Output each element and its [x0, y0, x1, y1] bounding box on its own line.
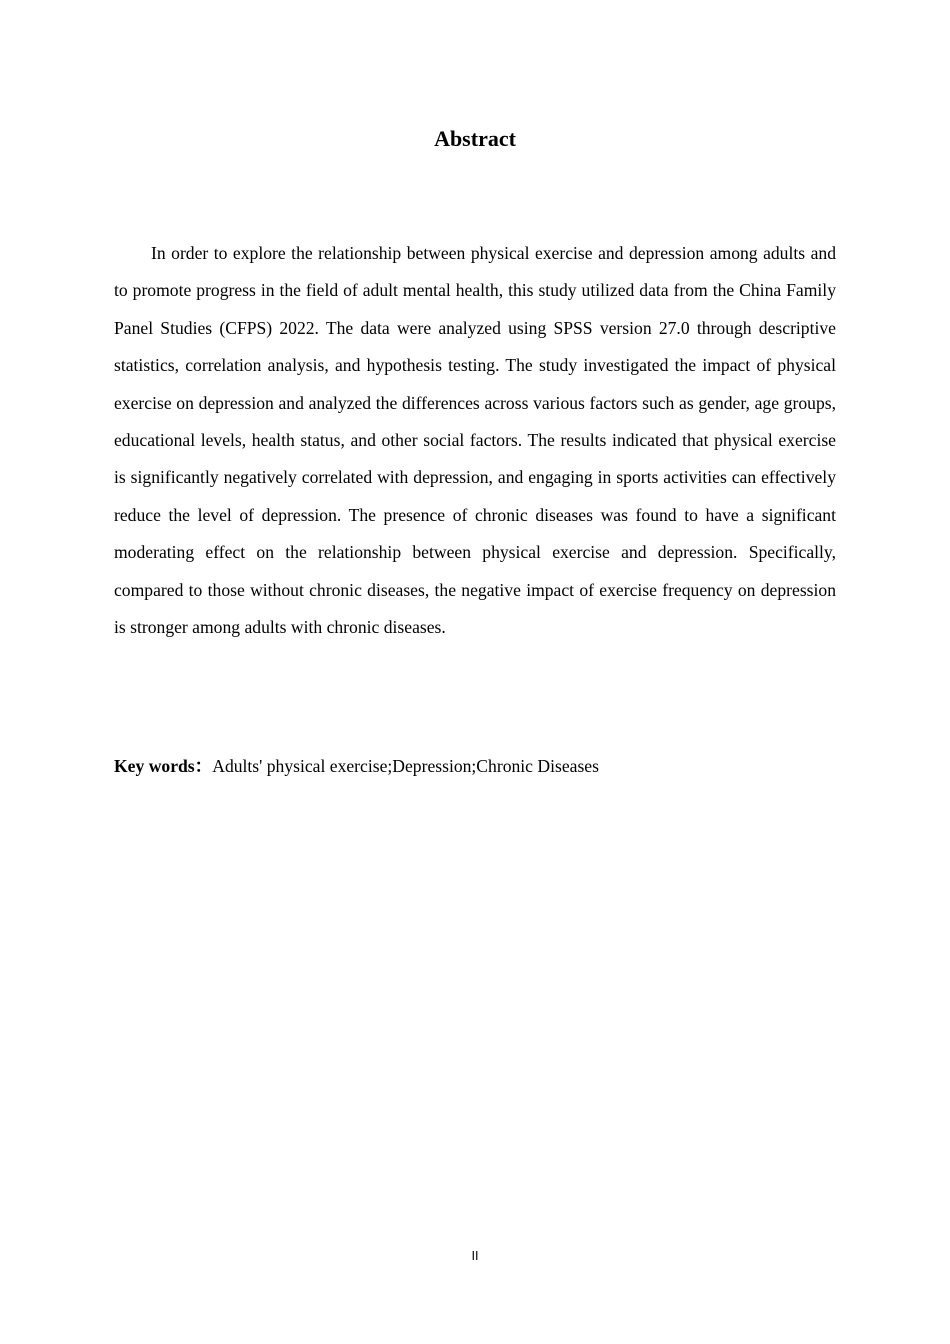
page-title: Abstract: [434, 126, 516, 151]
keywords-label: Key words：: [114, 756, 213, 776]
keywords-text: Adults' physical exercise;Depression;Chronic Diseases: [212, 756, 599, 776]
abstract-paragraph: In order to explore the relationship between physical exercise and depression among adults and to promote progress in the field of adult mental health, this study utilized data from the China Family Panel Studies (CFPS) 2022. The data were analyzed using SPSS version 27.0 through descriptive statistics, correlation analysis, and hypothesis testing. The study investigated the impact of physical exercise on depression and analyzed the differences across various factors such as gender, age groups, educational levels, health status, and other social factors. The results indicated that physical exercise is significantly negatively correlated with depression, and engaging in sports activities can effectively reduce the level of depression. The presence of chronic diseases was found to have a significant moderating effect on the relationship between physical exercise and depression. Specifically, compared to those without chronic diseases, the negative impact of exercise frequency on depression is stronger among adults with chronic diseases.: [114, 243, 836, 638]
keywords-line: [114, 748, 836, 785]
page-number: II: [471, 1249, 479, 1263]
